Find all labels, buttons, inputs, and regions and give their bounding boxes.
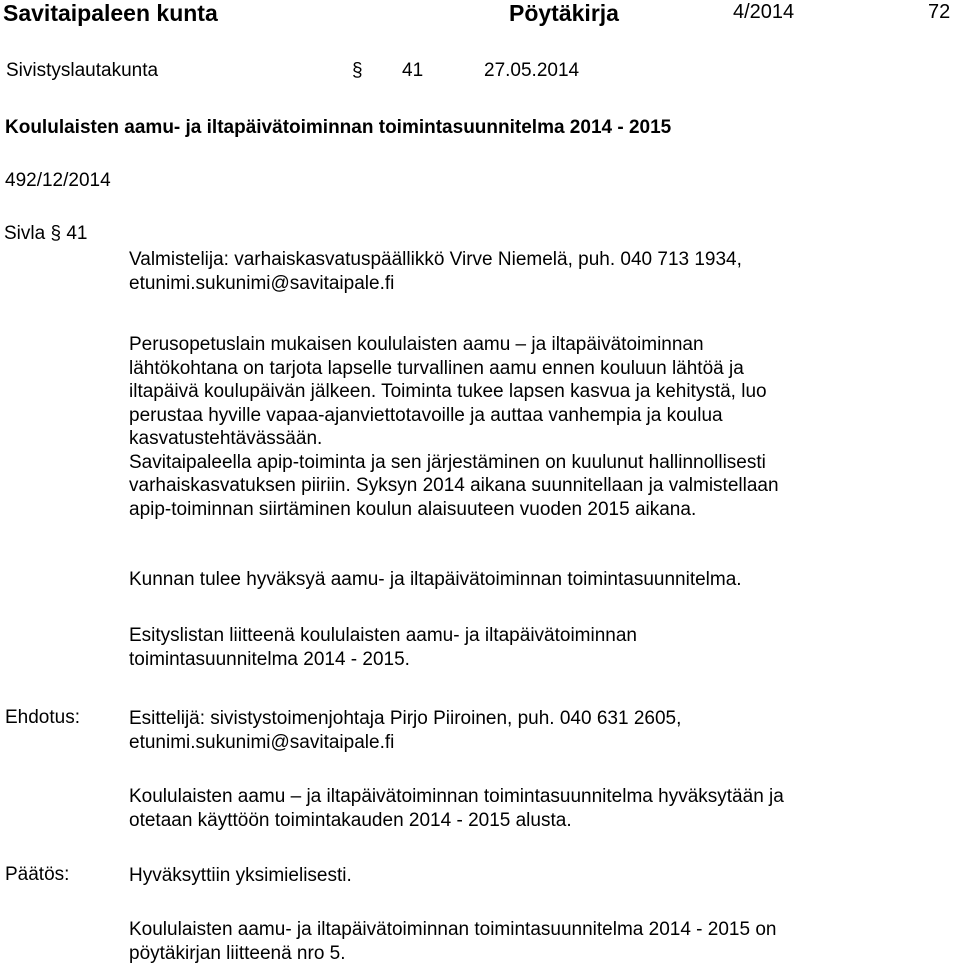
preparer-block (129, 248, 929, 295)
body-paragraph-2 (129, 568, 929, 592)
proposal-label: Ehdotus: (5, 707, 80, 728)
text-line: toimintasuunnitelma 2014 - 2015. (129, 648, 410, 670)
record-number: 492/12/2014 (5, 170, 111, 191)
presenter-email: etunimi.sukunimi@savitaipale.fi (129, 731, 395, 753)
text-line: pöytäkirjan liitteenä nro 5. (129, 942, 346, 964)
text-line: Hyväksyttiin yksimielisesti. (129, 865, 352, 886)
preparer-line: Valmistelija: varhaiskasvatuspäällikkö Virve Niemelä, puh. 040 713 1934, (129, 249, 742, 270)
text-line: Koululaisten aamu – ja iltapäivätoiminnan toimintasuunnitelma hyväksytään ja (129, 786, 784, 807)
reference (4, 223, 87, 245)
proposal-text (129, 785, 929, 832)
text-line: Kunnan tulee hyväksyä aamu- ja iltapäivätoiminnan toimintasuunnitelma. (129, 569, 742, 590)
document-type: Pöytäkirja (509, 0, 619, 26)
text-line: perustaa hyville vapaa-ajanviettotavoille ja auttaa vanhempia ja koulua (129, 404, 723, 426)
page-number: 72 (928, 1, 951, 23)
text-line: kasvatustehtävässään. (129, 428, 323, 449)
text-line: Perusopetuslain mukaisen koululaisten aamu – ja iltapäivätoiminnan (129, 334, 704, 355)
presenter-block (129, 707, 929, 754)
text-line: Esityslistan liitteenä koululaisten aamu- ja iltapäivätoiminnan (129, 625, 637, 646)
reference-prefix: Sivla (4, 223, 46, 244)
text-line: apip-toiminnan siirtäminen koulun alaisuuteen vuoden 2015 aikana. (129, 498, 697, 520)
decision-label: Päätös: (5, 864, 70, 885)
text-line: lähtökohtana on tarjota lapselle turvallinen aamu ennen kouluun lähtöä ja (129, 357, 744, 379)
presenter-line: Esittelijä: sivistystoimenjohtaja Pirjo Piiroinen, puh. 040 631 2605, (129, 708, 682, 729)
decision-note (129, 918, 929, 965)
item-title: Koululaisten aamu- ja iltapäivätoiminnan toimintasuunnitelma 2014 - 2015 (5, 117, 672, 138)
text-line: Savitaipaleella apip-toiminta ja sen järjestäminen on kuulunut hallinnollisesti (129, 451, 766, 473)
text-line: varhaiskasvatuksen piiriin. Syksyn 2014 aikana suunnitellaan ja valmistellaan (129, 475, 779, 496)
preparer-email: etunimi.sukunimi@savitaipale.fi (129, 272, 395, 294)
text-line: otetaan käyttöön toimintakauden 2014 - 2015 alusta. (129, 809, 572, 831)
reference-section-sign: § (50, 223, 62, 244)
board-name: Sivistyslautakunta (6, 60, 159, 81)
decision-text (129, 864, 929, 888)
section-sign: § (352, 60, 363, 81)
body-paragraph-3 (129, 624, 929, 671)
text-line: Koululaisten aamu- ja iltapäivätoiminnan toimintasuunnitelma 2014 - 2015 on (129, 919, 777, 940)
body-paragraph-1 (129, 333, 929, 521)
meeting-date: 27.05.2014 (484, 60, 580, 81)
text-line: iltapäivä koulupäivän jälkeen. Toiminta tukee lapsen kasvua ja kehitystä, luo (129, 381, 767, 402)
municipality-name: Savitaipaleen kunta (3, 0, 218, 26)
reference-number: 41 (66, 223, 88, 244)
section-number: 41 (402, 60, 424, 81)
document-number: 4/2014 (733, 1, 795, 23)
